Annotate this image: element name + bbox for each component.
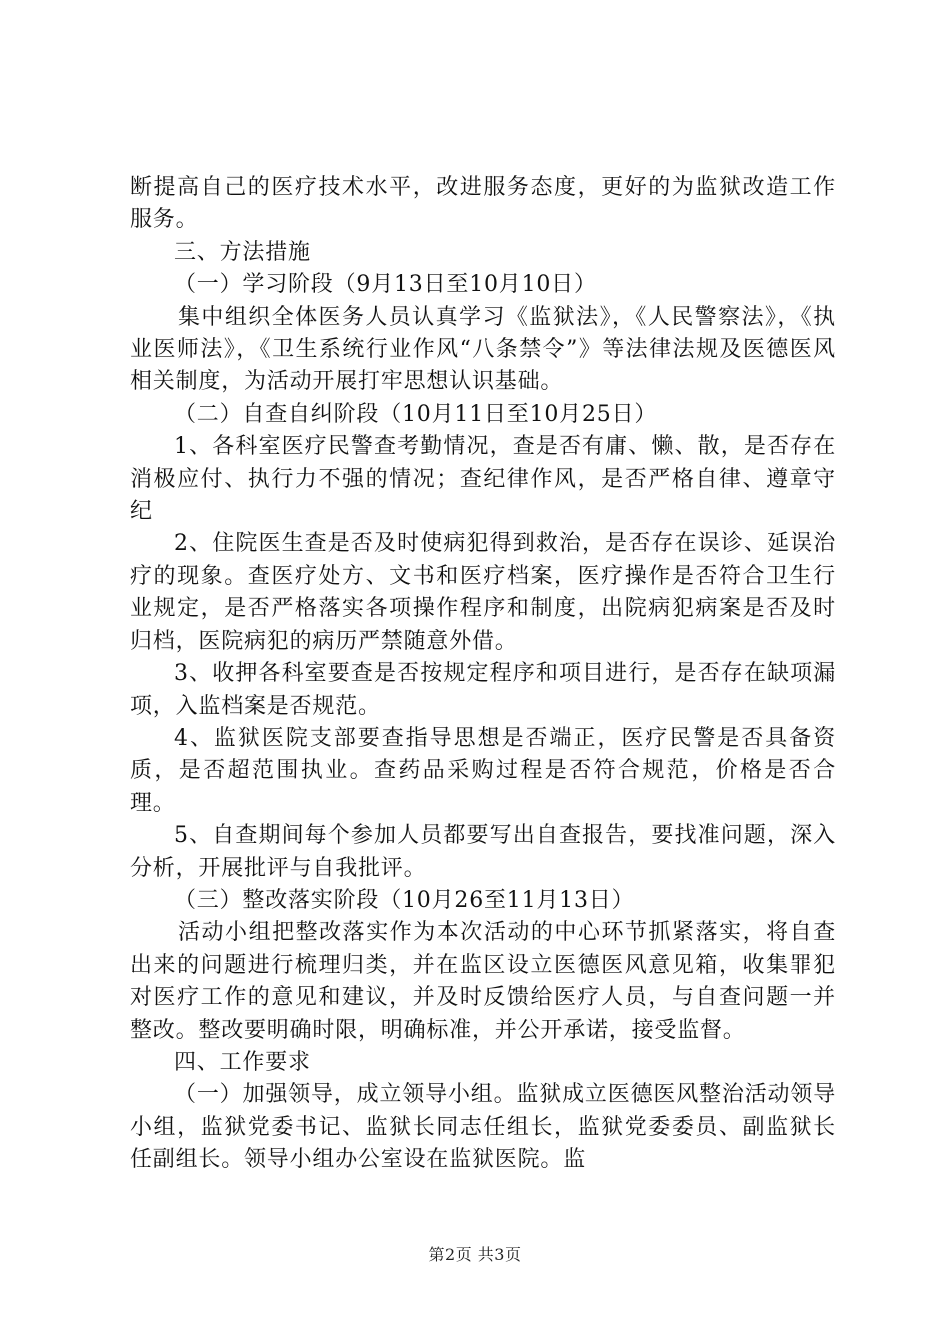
document-body xyxy=(130,172,836,1177)
paragraph-leadership: （一）加强领导，成立领导小组。监狱成立医德医风整治活动领导小组，监狱党委书记、监狱长同志任组长，监狱党委委员、副监狱长任副组长。领导小组办公室设在监狱医院。监 xyxy=(130,1082,836,1173)
subsection-heading-selfcheck: （二）自查自纠阶段（10月11日至10月25日） xyxy=(174,401,658,427)
page-footer: 第2页 共3页 xyxy=(428,1245,522,1264)
subsection-heading-rectify: （三）整改落实阶段（10月26至11月13日） xyxy=(174,887,635,913)
paragraph-item-5: 5、自查期间每个参加人员都要写出自查报告，要找准问题，深入分析，开展批评与自我批评。 xyxy=(130,823,836,881)
paragraph-item-4: 4、监狱医院支部要查指导思想是否端正，医疗民警是否具备资质，是否超范围执业。查药品采购过程是否符合规范，价格是否合理。 xyxy=(130,725,836,816)
paragraph-item-1: 1、各科室医疗民警查考勤情况，查是否有庸、懒、散，是否存在消极应付、执行力不强的情况；查纪律作风，是否严格自律、遵章守纪 xyxy=(130,434,836,525)
paragraph-study: 集中组织全体医务人员认真学习《监狱法》，《人民警察法》，《执业医师法》，《卫生系统行业作风“八条禁令”》等法律法规及医德医风相关制度，为活动开展打牢思想认识基础。 xyxy=(130,304,836,395)
paragraph-item-3: 3、收押各科室要查是否按规定程序和项目进行，是否存在缺项漏项，入监档案是否规范。 xyxy=(130,661,836,719)
section-heading-methods: 三、方法措施 xyxy=(174,239,311,265)
paragraph-rectify: 活动小组把整改落实作为本次活动的中心环节抓紧落实，将自查出来的问题进行梳理归类，并在监区设立医德医风意见箱，收集罪犯对医疗工作的意见和建议，并及时反馈给医疗人员，与自查问题一并整改。整改要明确时限，明确标准，并公开承诺，接受监督。 xyxy=(130,920,836,1043)
section-heading-requirements: 四、工作要求 xyxy=(174,1049,311,1075)
paragraph-item-2: 2、住院医生查是否及时使病犯得到救治，是否存在误诊、延误治疗的现象。查医疗处方、文书和医疗档案，医疗操作是否符合卫生行业规定，是否严格落实各项操作程序和制度，出院病犯病案是否及时归档，医院病犯的病历严禁随意外借。 xyxy=(130,531,836,654)
paragraph-continuation: 断提高自己的医疗技术水平，改进服务态度，更好的为监狱改造工作服务。 xyxy=(130,175,836,233)
subsection-heading-study: （一）学习阶段（9月13日至10月10日） xyxy=(174,272,597,298)
